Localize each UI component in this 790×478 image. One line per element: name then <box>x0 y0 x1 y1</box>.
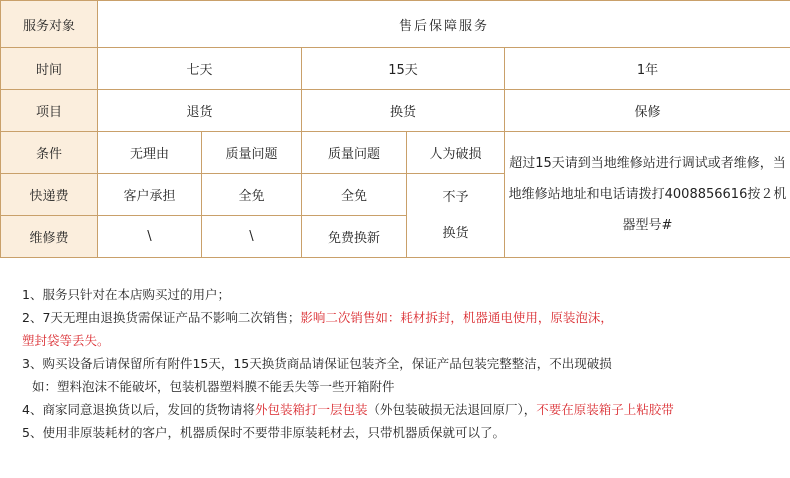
time-label: 时间 <box>1 48 98 90</box>
shipping-fee-label: 快递费 <box>1 174 98 216</box>
no-exchange-cell <box>407 174 505 258</box>
note-2-highlight: 影响二次销售如：耗材拆封，机器通电使用，原装泡沫， <box>300 310 613 325</box>
repair-fee-quality: \ <box>202 216 302 258</box>
condition-quality-issue-exchange: 质量问题 <box>302 132 407 174</box>
time-seven-days: 七天 <box>98 48 302 90</box>
condition-no-reason: 无理由 <box>98 132 202 174</box>
note-4-text: 4、商家同意退换货以后，发回的货物请将 <box>22 402 255 417</box>
note-2-continued <box>22 329 782 352</box>
note-3: 3、购买设备后请保留所有附件15天，15天换货商品请保证包装齐全，保证产品包装完整整洁，不出现破损 <box>22 356 612 371</box>
note-1: 1、服务只针对在本店购买过的用户； <box>22 287 230 302</box>
condition-label: 条件 <box>1 132 98 174</box>
table-title: 售后保障服务 <box>98 1 790 48</box>
no-exchange-line2: 换货 <box>442 225 469 241</box>
condition-human-damage: 人为破损 <box>407 132 505 174</box>
note-4-text-2: （外包装破损无法退回原厂）， <box>367 402 537 417</box>
no-exchange-line1: 不予 <box>442 189 469 205</box>
shipping-free-return: 全免 <box>202 174 302 216</box>
note-2-text: 2、7天无理由退换货需保证产品不影响二次销售； <box>22 310 301 325</box>
service-target-label: 服务对象 <box>1 1 98 48</box>
repair-fee-return: \ <box>98 216 202 258</box>
note-4-highlight-1: 外包装箱打一层包装 <box>254 402 368 417</box>
note-3-continued: 如：塑料泡沫不能破坏，包装机器塑料膜不能丢失等一些开箱附件 <box>32 379 395 394</box>
time-one-year: 1年 <box>505 48 790 90</box>
item-exchange: 换货 <box>302 90 505 132</box>
item-label: 项目 <box>1 90 98 132</box>
note-2 <box>22 306 782 329</box>
repair-fee-label: 维修费 <box>1 216 98 258</box>
repair-free-replacement: 免费换新 <box>302 216 407 258</box>
note-4-highlight-2: 不要在原装箱子上粘胶带 <box>536 402 674 417</box>
service-notes <box>22 283 782 444</box>
item-warranty: 保修 <box>505 90 790 132</box>
warranty-note: 超过15天请到当地维修站进行调试或者维修，当地维修站地址和电话请拨打4008856616按２机器型号# <box>505 132 790 258</box>
note-5: 5、使用非原装耗材的客户，机器质保时不要带非原装耗材去，只带机器质保就可以了。 <box>22 425 505 440</box>
condition-quality-issue-return: 质量问题 <box>202 132 302 174</box>
note-2-highlight-cont: 塑封袋等丢失。 <box>22 333 110 348</box>
time-fifteen-days: 15天 <box>302 48 505 90</box>
note-4 <box>22 398 782 421</box>
shipping-customer-pays: 客户承担 <box>98 174 202 216</box>
shipping-free-exchange: 全免 <box>302 174 407 216</box>
item-return: 退货 <box>98 90 302 132</box>
